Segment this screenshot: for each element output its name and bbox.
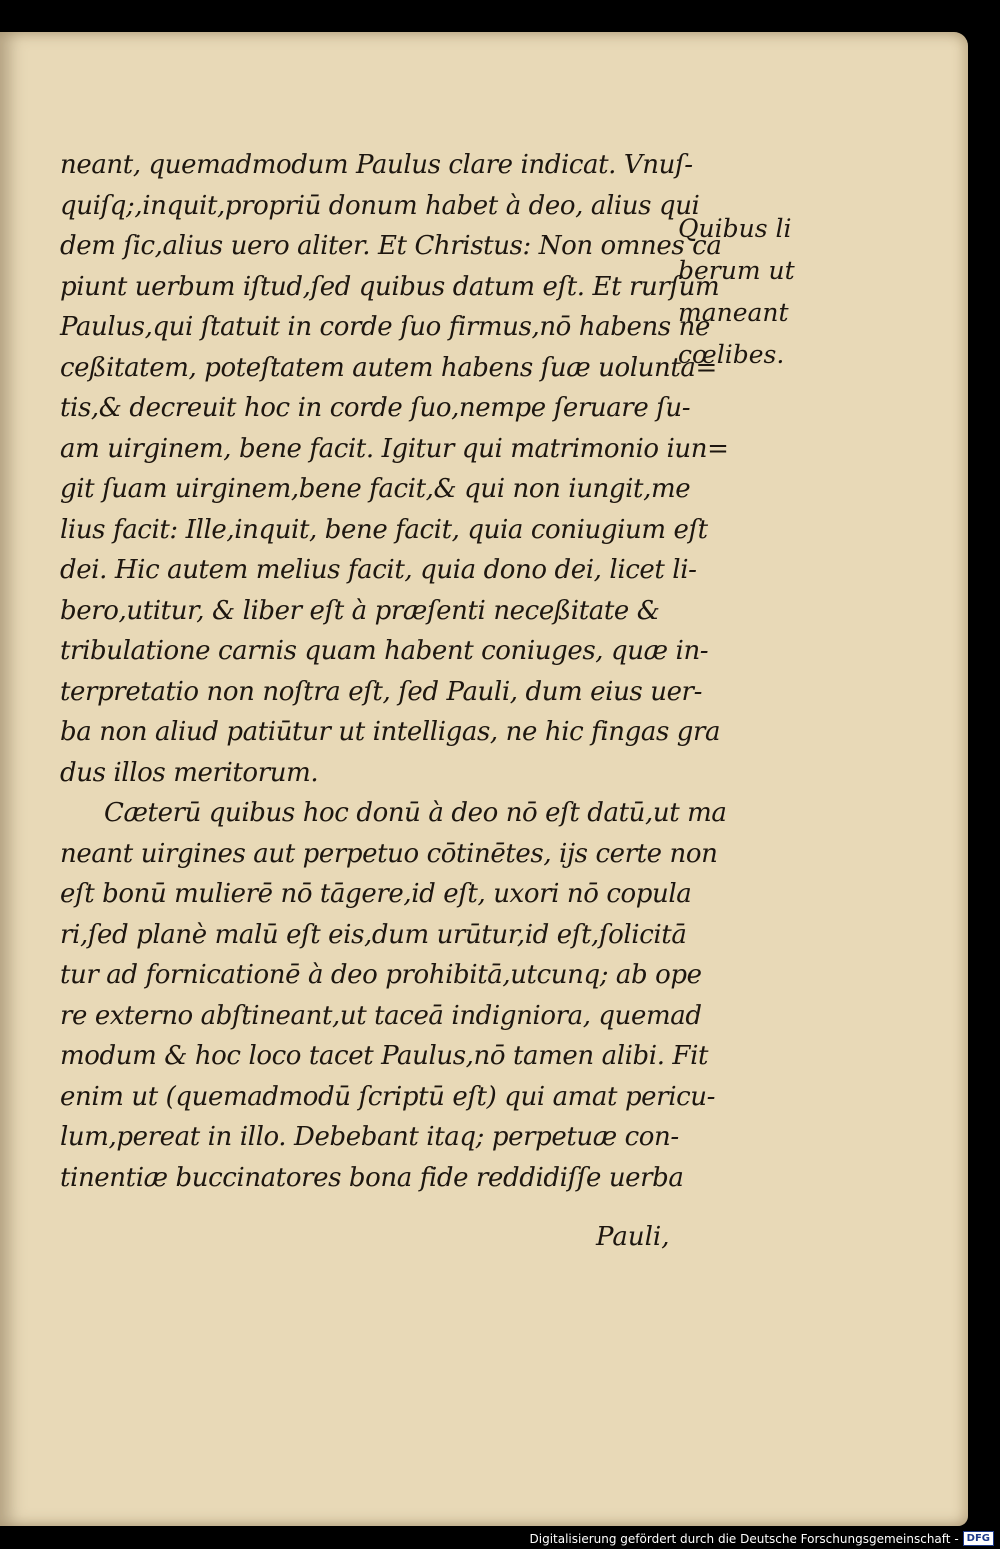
text-line: quiſq;,inquit,propriū donum habet à deo, alius qui [60,190,700,221]
text-line: dei. Hic autem melius facit, quia dono dei, licet li- [60,555,697,585]
paragraph-start-line: Cæterū quibus hoc donū à deo nō eſt datū,ut ma [104,798,727,828]
text-line: re externo abſtineant,ut taceā indigniora, quemad [60,1000,702,1031]
marginal-note-line: cœlibes. [678,340,785,369]
text-line: Paulus,qui ſtatuit in corde ſuo firmus,nō habens ne [60,312,710,342]
text-line: git ſuam uirginem,bene facit,& qui non iungit,me [60,474,691,504]
marginal-note-line: maneant [678,298,789,327]
text-line: bero,utitur, & liber eſt à præſenti neceßitate & [60,595,660,626]
marginal-note [678,208,818,376]
digitization-footer [530,1531,995,1546]
text-line: lum,pereat in illo. Debebant itaq; perpetuæ con- [60,1122,679,1152]
main-text-block [60,145,729,1198]
text-line: tribulatione carnis quam habent coniuges, quæ in- [60,636,709,666]
catchword: Pauli, [596,1222,670,1252]
text-line: tur ad fornicationē à deo prohibitā,utcunq; ab ope [60,960,702,990]
text-line: neant uirgines aut perpetuo cōtinētes, ijs certe non [60,838,718,869]
text-line: lius facit: Ille,inquit, bene facit, quia coniugium eſt [60,514,708,545]
text-line: eſt bonū mulierē nō tāgere,id eſt, uxori nō copula [60,879,692,909]
text-line: ceßitatem, poteſtatem autem habens ſuæ uolunta= [60,352,717,383]
text-line: terpretatio non noſtra eſt, ſed Pauli, dum eius uer- [60,676,702,707]
text-line: am uirginem, bene facit. Igitur qui matrimonio iun= [60,433,729,464]
text-line: ri,ſed planè malū eſt eis,dum urūtur,id eſt,ſolicitā [60,919,687,950]
text-line: ba non aliud patiūtur ut intelligas, ne hic fingas gra [60,717,721,747]
text-line: enim ut (quemadmodū ſcriptū eſt) qui amat pericu- [60,1081,716,1112]
text-line: neant, quemadmodum Paulus clare indicat. Vnuſ- [60,150,693,180]
text-line: dus illos meritorum. [60,757,319,788]
text-line: tinentiæ buccinatores bona fide reddidiſſe uerba [60,1162,684,1193]
footer-credit: Digitalisierung gefördert durch die Deutsche Forschungsgemeinschaft - [529,1531,959,1546]
marginal-note-line: Quibus li [678,214,792,243]
text-line: piunt uerbum iſtud,ſed quibus datum eſt. Et rurſum [60,271,720,302]
text-line: dem ſic,alius uero aliter. Et Christus: Non omnes ca [60,231,722,261]
dfg-logo: DFG [963,1531,994,1546]
marginal-note-line: berum ut [678,256,795,285]
text-line: tis,& decreuit hoc in corde ſuo,nempe ſeruare ſu- [60,393,691,423]
text-line: modum & hoc loco tacet Paulus,nō tamen alibi. Fit [60,1041,709,1071]
